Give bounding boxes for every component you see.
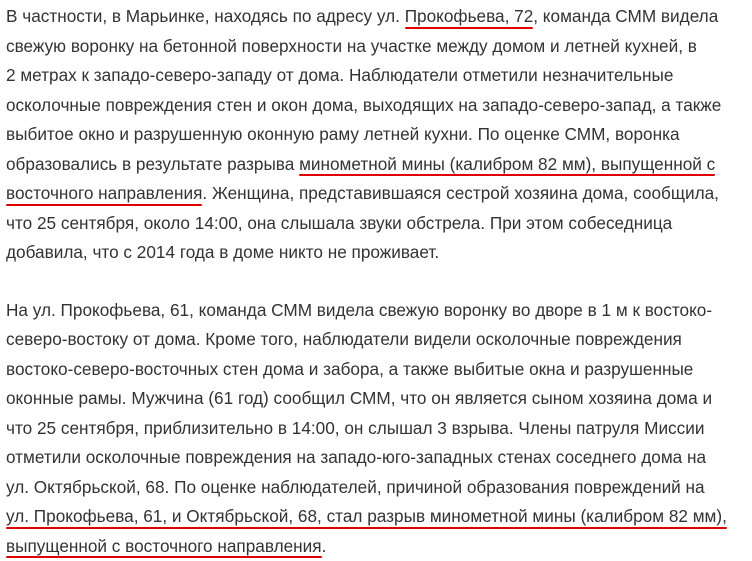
underlined-highlight: минометной мины (калибром 82 мм), выпущенной с <box>299 150 715 180</box>
text-line: востоко-северо-восточных стен дома и забора, а также выбитые окна и разрушенные <box>6 355 748 385</box>
text-segment: образовались в результате разрыва <box>6 154 299 174</box>
text-line: На ул. Прокофьева, 61, команда СММ видела свежую воронку во дворе в 1 м к востоко- <box>6 296 748 326</box>
text-line <box>6 502 748 532</box>
text-line: отметили осколочные повреждения на западо-юго-западных стенах соседнего дома на <box>6 443 748 473</box>
text-line: что 25 сентября, около 14:00, она слышала звуки обстрела. При этом собеседница <box>6 209 748 239</box>
text-line: добавила, что с 2014 года в доме никто не проживает. <box>6 238 748 268</box>
text-line: осколочные повреждения стен и окон дома, выходящих на западо-северо-запад, а также <box>6 91 748 121</box>
text-line: оконные рамы. Мужчина (61 год) сообщил СММ, что он является сыном хозяина дома и <box>6 384 748 414</box>
text-line: северо-востоку от дома. Кроме того, наблюдатели видели осколочные повреждения <box>6 325 748 355</box>
text-line <box>6 2 748 32</box>
text-line: свежую воронку на бетонной поверхности на участке между домом и летней кухней, в <box>6 32 748 62</box>
paragraph-1 <box>6 2 748 268</box>
text-line: 2 метрах к западо-северо-западу от дома. Наблюдатели отметили незначительные <box>6 61 748 91</box>
text-line: ул. Октябрьской, 68. По оценке наблюдателей, причиной образования повреждений на <box>6 473 748 503</box>
document-body <box>6 0 748 531</box>
text-segment: , команда СММ видела <box>533 6 718 26</box>
text-segment: В частности, в Марьинке, находясь по адресу ул. <box>6 6 405 26</box>
paragraph-2 <box>6 296 748 561</box>
text-line: выбитое окно и разрушенную оконную раму летней кухни. По оценке СММ, воронка <box>6 120 748 150</box>
text-line: что 25 сентября, приблизительно в 14:00, он слышал 3 взрыва. Члены патруля Миссии <box>6 414 748 444</box>
text-segment: . Женщина, представившаяся сестрой хозяина дома, сообщила, <box>202 183 719 203</box>
underlined-highlight: выпущенной с восточного направления <box>6 532 322 561</box>
text-line <box>6 179 748 209</box>
underlined-highlight: ул. Прокофьева, 61, и Октябрьской, 68, стал разрыв минометной мины (калибром 82 мм), <box>6 502 727 532</box>
text-segment: . <box>322 536 327 556</box>
underlined-highlight: Прокофьева, 72 <box>405 2 534 32</box>
text-line <box>6 532 748 561</box>
text-line <box>6 150 748 180</box>
underlined-highlight: восточного направления <box>6 179 202 209</box>
